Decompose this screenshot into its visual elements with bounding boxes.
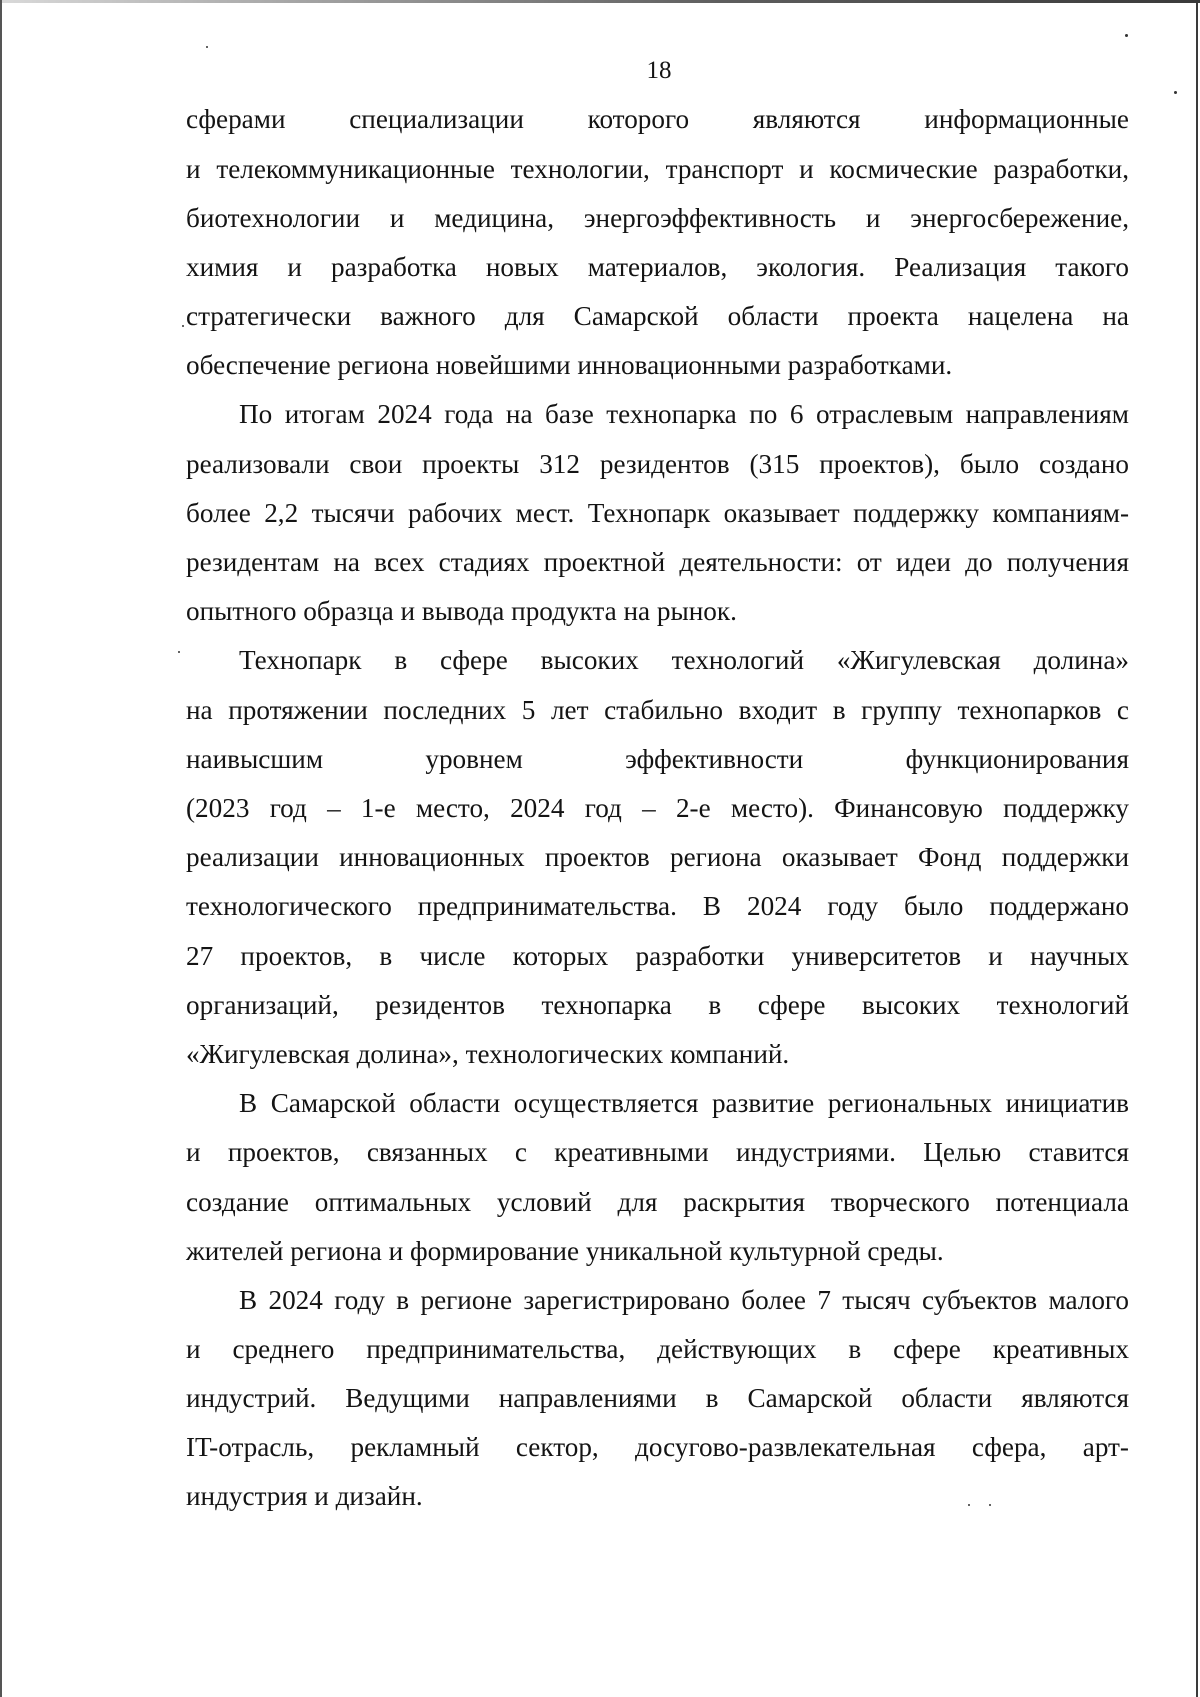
text-line: и среднего предпринимательства, действующих в сфере креативных xyxy=(186,1334,1129,1364)
text-line: организаций, резидентов технопарка в сфере высоких технологий xyxy=(186,990,1129,1020)
text-line: реализации инновационных проектов региона оказывает Фонд поддержки xyxy=(186,842,1129,872)
text-line: индустрия и дизайн. xyxy=(186,1481,423,1511)
text-line: 27 проектов, в числе которых разработки университетов и научных xyxy=(186,941,1129,971)
text-line: биотехнологии и медицина, энергоэффективность и энергосбережение, xyxy=(186,203,1129,233)
text-line: более 2,2 тысячи рабочих мест. Технопарк оказывает поддержку компаниям- xyxy=(186,498,1129,528)
text-line: и проектов, связанных с креативными индустриями. Целью ставится xyxy=(186,1137,1129,1167)
text-line: IT-отрасль, рекламный сектор, досугово-развлекательная сфера, арт- xyxy=(186,1432,1129,1462)
text-line: Технопарк в сфере высоких технологий «Жигулевская долина» xyxy=(239,645,1129,675)
text-line: В 2024 году в регионе зарегистрировано более 7 тысяч субъектов малого xyxy=(239,1285,1129,1315)
scan-right-border xyxy=(1196,0,1198,1697)
text-line: технологического предпринимательства. В 2024 году было поддержано xyxy=(186,891,1129,921)
text-line: индустрий. Ведущими направлениями в Самарской области являются xyxy=(186,1383,1129,1413)
scan-speck xyxy=(178,651,180,653)
text-line: (2023 год – 1-е место, 2024 год – 2-е место). Финансовую поддержку xyxy=(186,793,1129,823)
text-line: резидентам на всех стадиях проектной деятельности: от идеи до получения xyxy=(186,547,1129,577)
text-line: реализовали свои проекты 312 резидентов (315 проектов), было создано xyxy=(186,449,1129,479)
text-line: обеспечение региона новейшими инновационными разработками. xyxy=(186,350,953,380)
text-line: на протяжении последних 5 лет стабильно входит в группу технопарков с xyxy=(186,695,1129,725)
text-line: наивысшим уровнем эффективности функционирования xyxy=(186,744,1129,774)
text-line: В Самарской области осуществляется развитие региональных инициатив xyxy=(239,1088,1129,1118)
scan-speck xyxy=(1174,91,1177,94)
scan-top-border xyxy=(0,0,1200,3)
scan-speck xyxy=(1125,34,1128,37)
text-line: стратегически важного для Самарской области проекта нацелена на xyxy=(186,301,1129,331)
text-line: По итогам 2024 года на базе технопарка по 6 отраслевым направлениям xyxy=(239,399,1129,429)
scan-speck xyxy=(206,46,208,48)
text-line: сферами специализации которого являются информационные xyxy=(186,104,1129,134)
text-line: и телекоммуникационные технологии, транспорт и космические разработки, xyxy=(186,154,1129,184)
text-line: «Жигулевская долина», технологических компаний. xyxy=(186,1039,790,1069)
page-number: 18 xyxy=(646,57,672,84)
text-line: жителей региона и формирование уникальной культурной среды. xyxy=(186,1236,944,1266)
text-line: опытного образца и вывода продукта на рынок. xyxy=(186,596,737,626)
text-line: создание оптимальных условий для раскрытия творческого потенциала xyxy=(186,1187,1129,1217)
scan-speck xyxy=(182,325,184,327)
scan-left-border xyxy=(0,0,2,1697)
text-line: химия и разработка новых материалов, экология. Реализация такого xyxy=(186,252,1129,282)
